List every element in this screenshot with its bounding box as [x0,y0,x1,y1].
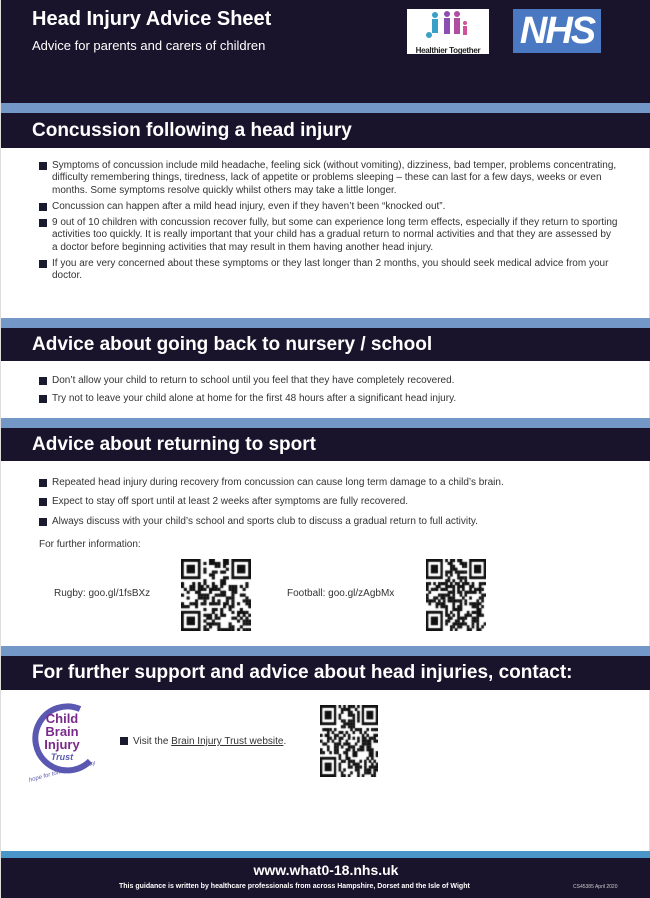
football-qr-code[interactable] [426,559,486,631]
footer-code: CS45385 April 2020 [573,884,618,890]
list-item: Try not to leave your child alone at home for the first 48 hours after a significant head injury. [39,393,619,405]
list-item: Repeated head injury during recovery from concussion can cause long term damage to a child’s brain. [39,477,619,489]
visit-suffix: . [283,736,287,747]
header [1,0,650,103]
list-item: If you are very concerned about these symptoms or they last longer than 2 months, you should seek medical advice from your doctor. [39,258,619,283]
logo-tagline: hope for tomorrow - today [28,760,97,784]
footer-note: This guidance is written by healthcare professionals from across Hampshire, Dorset and the Isle of Wight [119,883,470,890]
concussion-list [39,160,619,287]
footer-url[interactable]: www.what0-18.nhs.uk [253,862,399,878]
list-item: Expect to stay off sport until at least 2 weeks after symptoms are fully recovered. [39,496,619,508]
section-title: Advice about returning to sport [1,428,650,461]
divider-band [1,318,650,328]
brain-injury-trust-link[interactable]: Brain Injury Trust website [171,736,284,747]
footer [1,858,650,898]
list-item: Always discuss with your child’s school and sports club to discuss a gradual return to full activity. [39,516,619,528]
brain-injury-trust-qr-code[interactable] [320,705,378,777]
footer-band [1,851,650,858]
school-list [39,375,619,410]
visit-text [120,736,286,747]
partner-logo-text: Healthier Together [415,46,481,55]
logo-text: Trust [50,752,74,762]
divider-band [1,418,650,428]
rugby-link[interactable]: Rugby: goo.gl/1fsBXz [54,588,151,599]
nhs-logo: NHS [513,9,601,53]
sport-list [39,477,619,532]
list-item: Don’t allow your child to return to school until you feel that they have completely recovered. [39,375,619,387]
logo-text: Injury [44,737,80,752]
list-item: 9 out of 10 children with concussion recover fully, but some can experience long term effects, especially if they return to sporting activities too quickly. It is really important that your child has a gradual return to normal activities and that they are assessed by a doctor before beginning activities that may result in them having another head injury. [39,217,619,254]
visit-prefix: Visit the [133,736,172,747]
divider-band [1,646,650,656]
list-item: Concussion can happen after a mild head injury, even if they haven’t been “knocked out”. [39,201,619,213]
rugby-qr-code[interactable] [181,559,251,631]
child-brain-injury-trust-logo [28,703,98,783]
page-title: Head Injury Advice Sheet [32,8,272,30]
healthier-together-logo [407,9,489,54]
logo-text: Brain [45,724,79,739]
divider-band [1,103,650,113]
section-title: Concussion following a head injury [1,113,650,148]
logo-text: Child [45,711,79,726]
bullet-icon [120,737,128,745]
football-link[interactable]: Football: goo.gl/zAgbMx [287,588,395,599]
page-subtitle: Advice for parents and carers of children [32,38,266,53]
section-title: For further support and advice about head injuries, contact: [1,656,650,690]
list-item: Symptoms of concussion include mild headache, feeling sick (without vomiting), dizziness, bad temper, problems concentrating, difficulty remembering things, tiredness, lack of appetite or problems sleeping – these can last for a few days, weeks or even months. Some symptoms resolve quickly whilst others may take a little longer. [39,160,619,197]
section-title: Advice about going back to nursery / school [1,328,650,361]
further-info-label: For further information: [39,539,141,550]
